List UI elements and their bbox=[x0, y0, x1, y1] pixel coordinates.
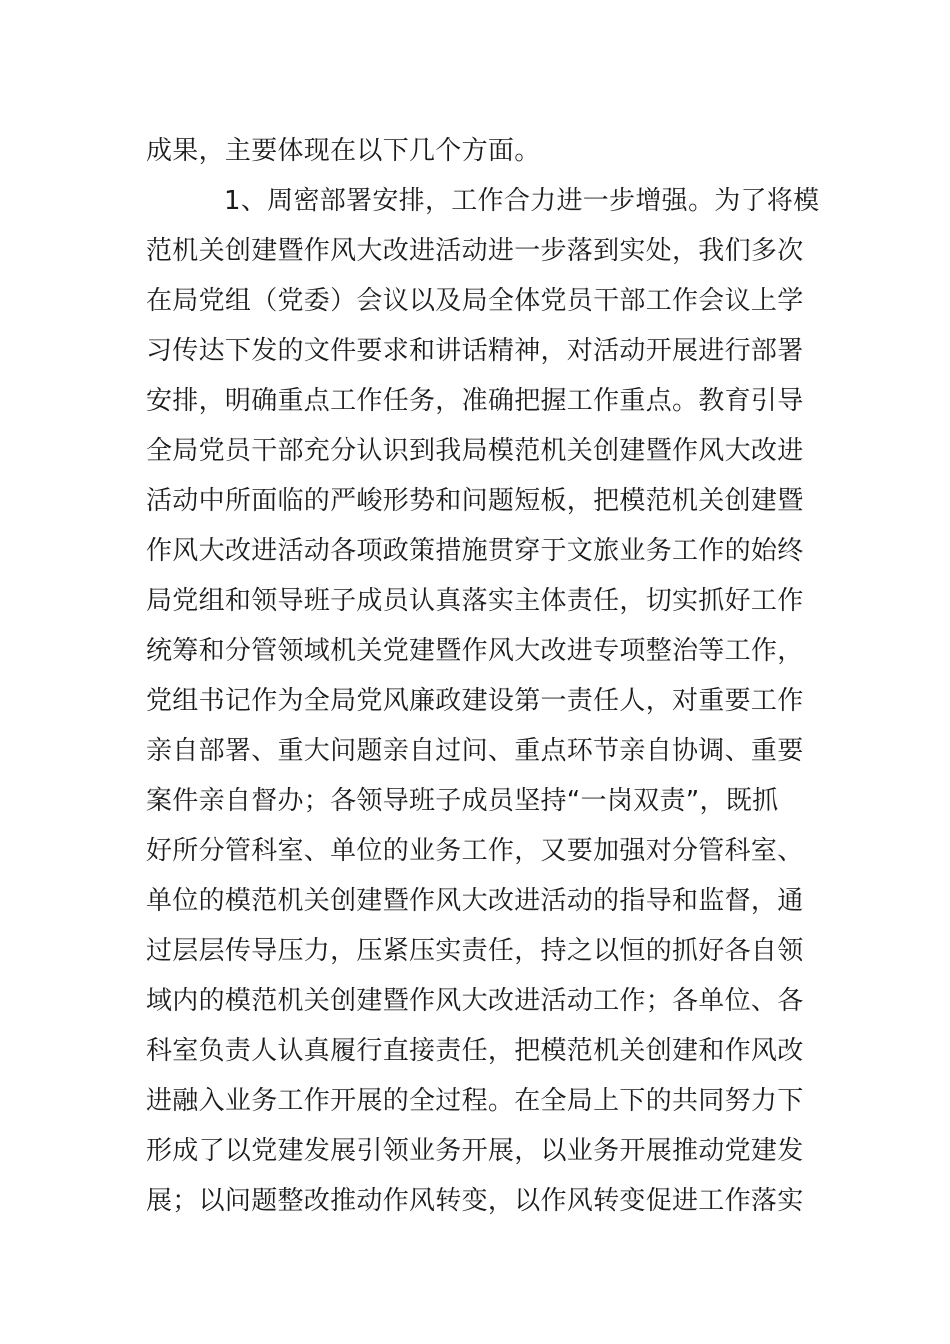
text-line: 党组书记作为全局党风廉政建设第一责任人，对重要工作 bbox=[146, 686, 804, 716]
text-line: 安排，明确重点工作任务，准确把握工作重点。教育引导 bbox=[146, 386, 804, 416]
text-line: 科室负责人认真履行直接责任，把模范机关创建和作风改 bbox=[146, 1036, 804, 1066]
text-line: 展；以问题整改推动作风转变，以作风转变促进工作落实 bbox=[146, 1186, 804, 1216]
text-line: 局党组和领导班子成员认真落实主体责任，切实抓好工作 bbox=[146, 586, 804, 616]
text-line: 成果，主要体现在以下几个方面。 bbox=[146, 136, 541, 166]
text-line: 全局党员干部充分认识到我局模范机关创建暨作风大改进 bbox=[146, 436, 804, 466]
text-line: 在局党组（党委）会议以及局全体党员干部工作会议上学 bbox=[146, 286, 804, 316]
text-line: 习传达下发的文件要求和讲话精神，对活动开展进行部署 bbox=[146, 336, 804, 366]
text-line: 单位的模范机关创建暨作风大改进活动的指导和监督，通 bbox=[146, 886, 804, 916]
text-line: 作风大改进活动各项政策措施贯穿于文旅业务工作的始终 bbox=[146, 536, 804, 566]
text-line: 进融入业务工作开展的全过程。在全局上下的共同努力下 bbox=[146, 1086, 804, 1116]
text-line: 活动中所面临的严峻形势和问题短板，把模范机关创建暨 bbox=[146, 486, 804, 516]
body-text bbox=[146, 126, 820, 1226]
text-line: 统筹和分管领域机关党建暨作风大改进专项整治等工作， bbox=[146, 636, 804, 666]
text-line: 亲自部署、重大问题亲自过问、重点环节亲自协调、重要 bbox=[146, 736, 804, 766]
text-line: 案件亲自督办；各领导班子成员坚持“一岗双责”，既抓 bbox=[146, 786, 779, 816]
text-line: 域内的模范机关创建暨作风大改进活动工作；各单位、各 bbox=[146, 986, 804, 1016]
text-line: 范机关创建暨作风大改进活动进一步落到实处，我们多次 bbox=[146, 236, 804, 266]
text-line: 好所分管科室、单位的业务工作，又要加强对分管科室、 bbox=[146, 836, 804, 866]
text-line: 过层层传导压力，压紧压实责任，持之以恒的抓好各自领 bbox=[146, 936, 804, 966]
text-line-indented: 1、周密部署安排，工作合力进一步增强。为了将模 bbox=[224, 186, 820, 216]
text-line: 形成了以党建发展引领业务开展，以业务开展推动党建发 bbox=[146, 1136, 804, 1166]
